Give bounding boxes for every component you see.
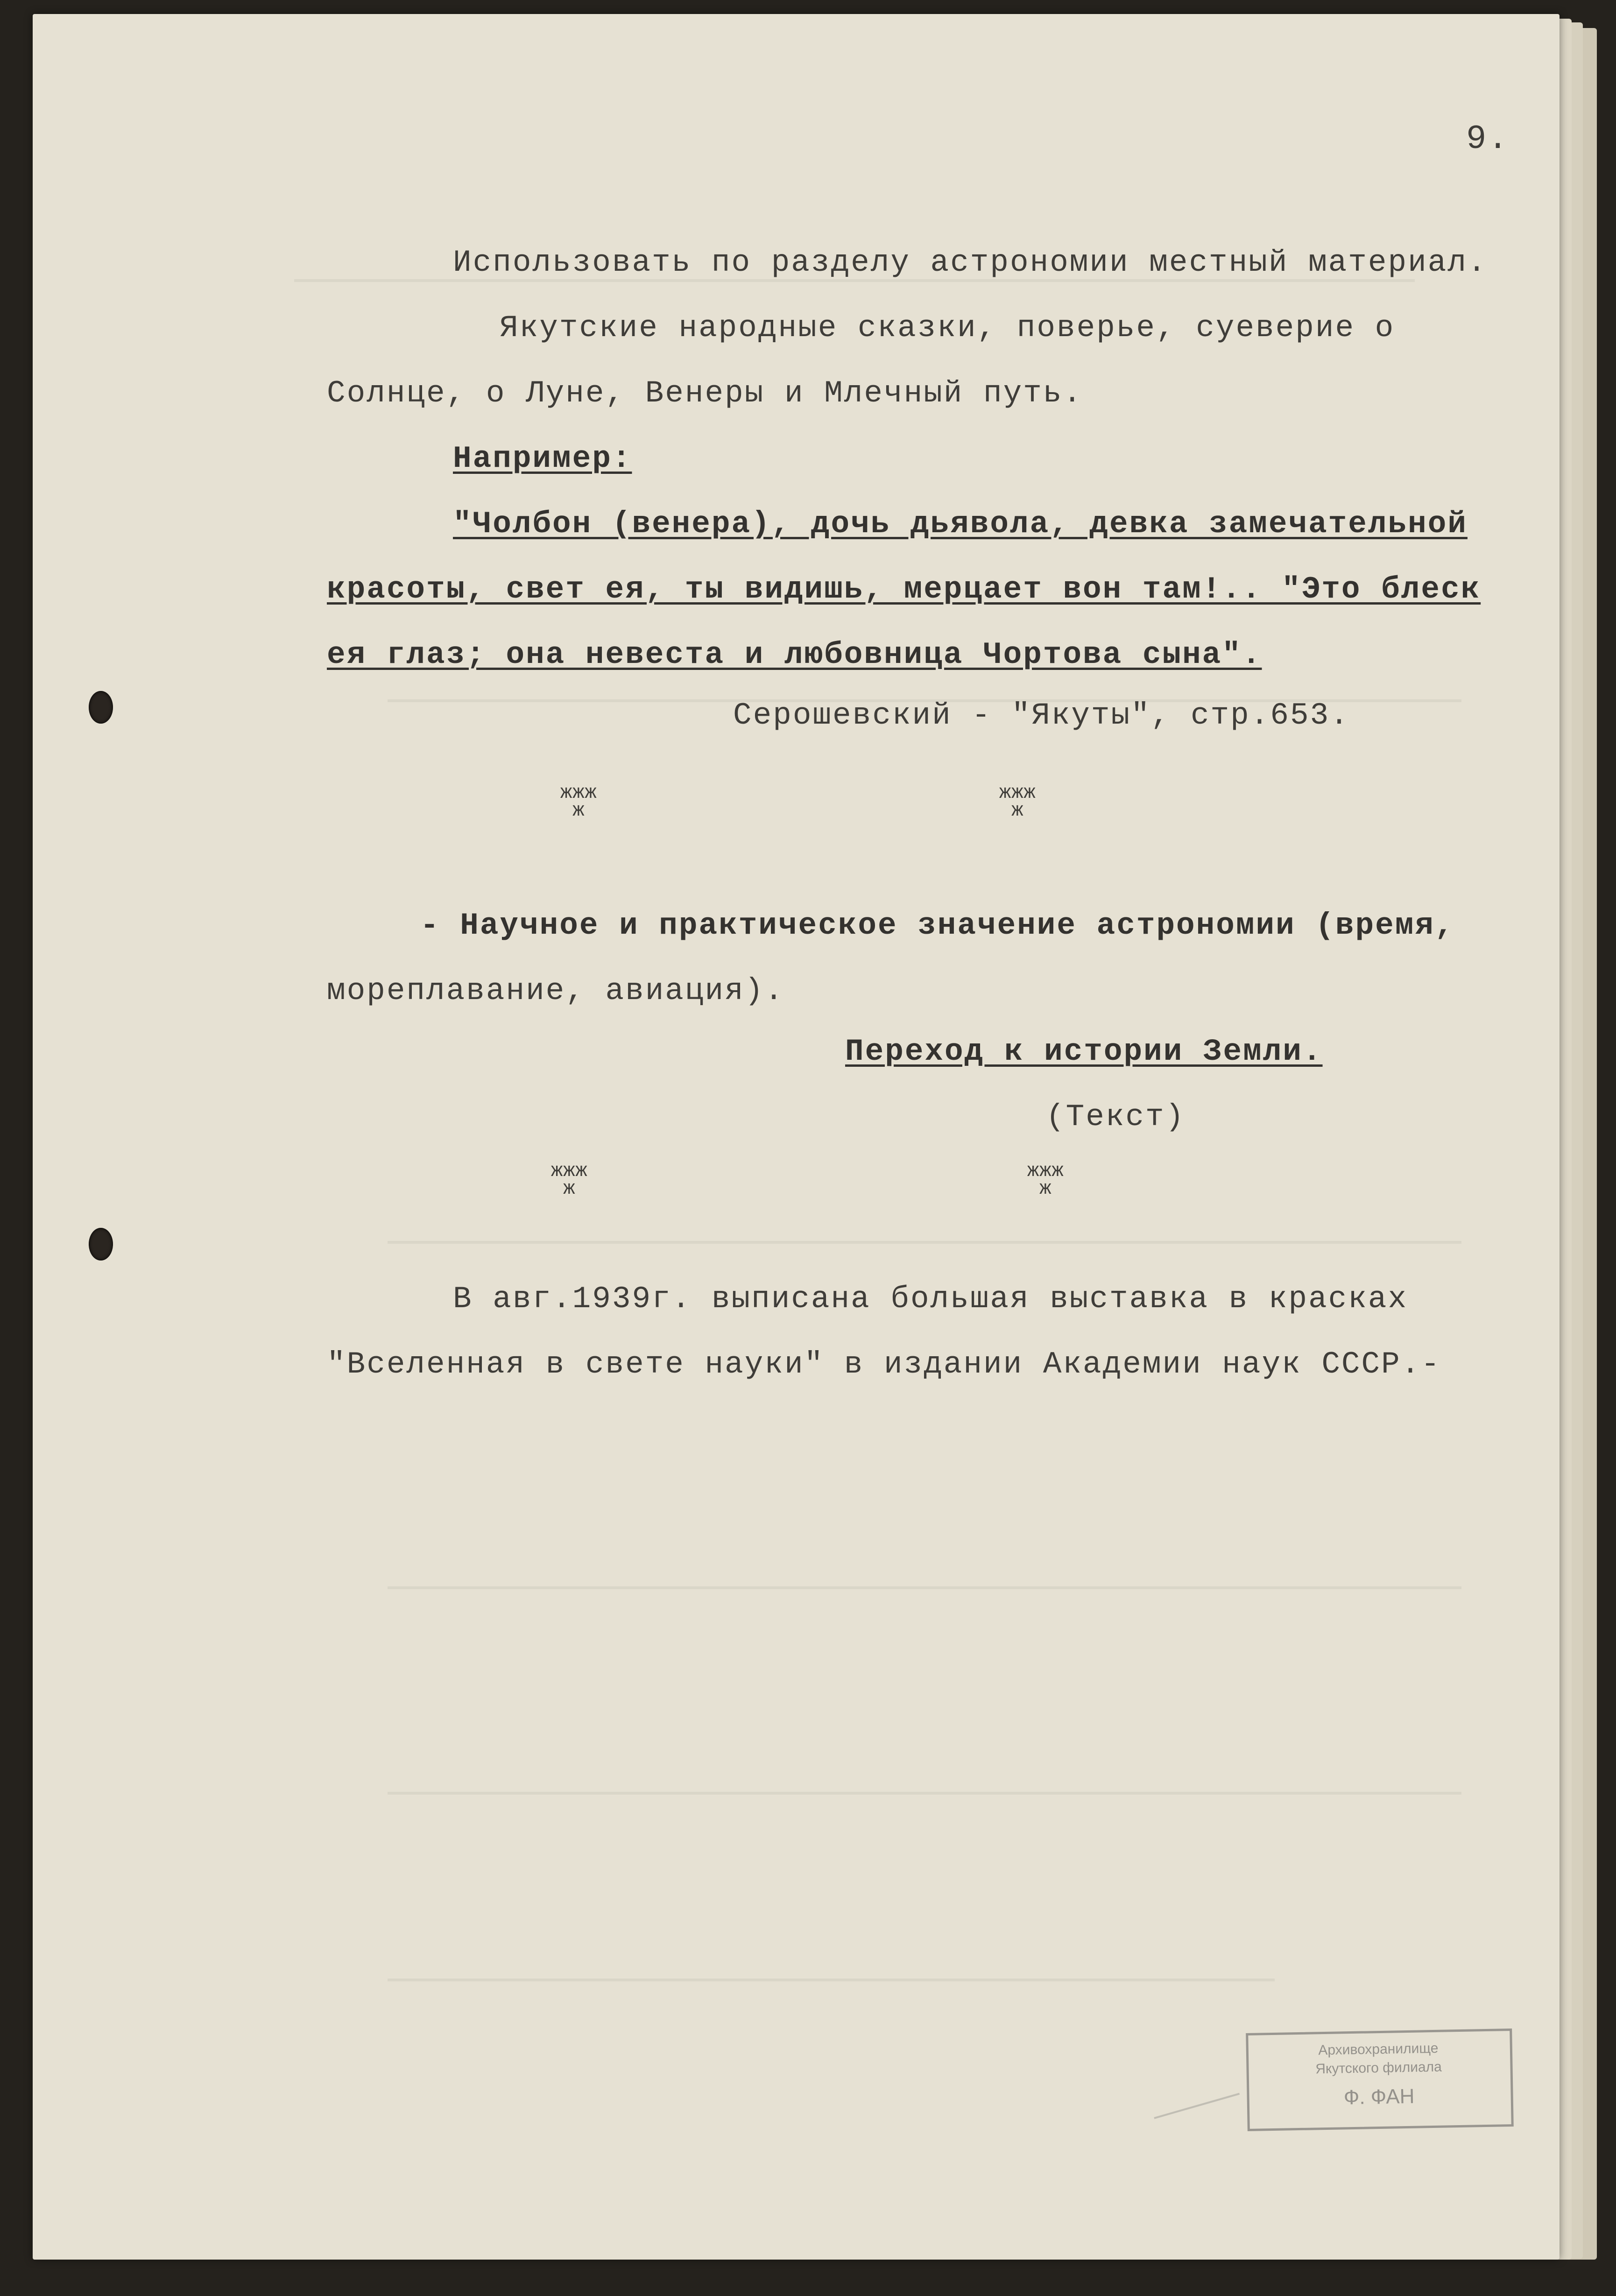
separator-marks: жжж ж (1027, 1160, 1064, 1200)
science-line-1: - Научное и практическое значение астрономии (время, (420, 908, 1455, 943)
bleed-through-line (388, 1583, 1461, 1589)
stamp-line: Архивохранилище (1318, 2040, 1439, 2058)
bleed-through-line (388, 1975, 1275, 1981)
quote-line-3: ея глаз; она невеста и любовница Чортова сына". (327, 637, 1262, 672)
quote-line-2: красоты, свет ея, ты видишь, мерцает вон там!.. "Это блеск (327, 572, 1481, 607)
separator-marks: жжж ж (551, 1160, 588, 1200)
bleed-through-line (388, 1237, 1461, 1244)
quote-line-1: "Чолбон (венера), дочь дьявола, девка замечательной (453, 507, 1468, 542)
example-label: Например: (453, 441, 632, 476)
folk-tales-line-2: Солнце, о Луне, Венеры и Млечный путь. (327, 376, 1083, 411)
separator-marks: жжж ж (560, 782, 597, 822)
intro-line: Использовать по разделу астрономии местный материал. (453, 245, 1488, 280)
bleed-through-line (388, 1788, 1461, 1795)
text-note: (Текст) (1046, 1099, 1186, 1134)
separator-marks: жжж ж (999, 782, 1036, 822)
transition-line: Переход к истории Земли. (845, 1034, 1323, 1069)
science-line-2: мореплавание, авиация). (327, 973, 784, 1008)
faint-ink-mark (1146, 2066, 1240, 2119)
page-number: 9. (1466, 120, 1510, 158)
exhibit-line-2: "Вселенная в свете науки" в издании Академии наук СССР.- (327, 1347, 1441, 1382)
stamp-line: Ф. ФАН (1343, 2085, 1415, 2109)
punch-hole (89, 1228, 113, 1261)
citation: Серошевский - "Якуты", стр.653. (733, 698, 1350, 733)
archive-stamp (1246, 2028, 1514, 2131)
punch-hole (89, 691, 113, 724)
stamp-line: Якутского филиала (1315, 2059, 1442, 2077)
folk-tales-line-1: Якутские народные сказки, поверье, суеверие о (500, 310, 1395, 345)
document-sheet (33, 14, 1560, 2260)
exhibit-line-1: В авг.1939г. выписана большая выставка в красках (453, 1282, 1408, 1317)
